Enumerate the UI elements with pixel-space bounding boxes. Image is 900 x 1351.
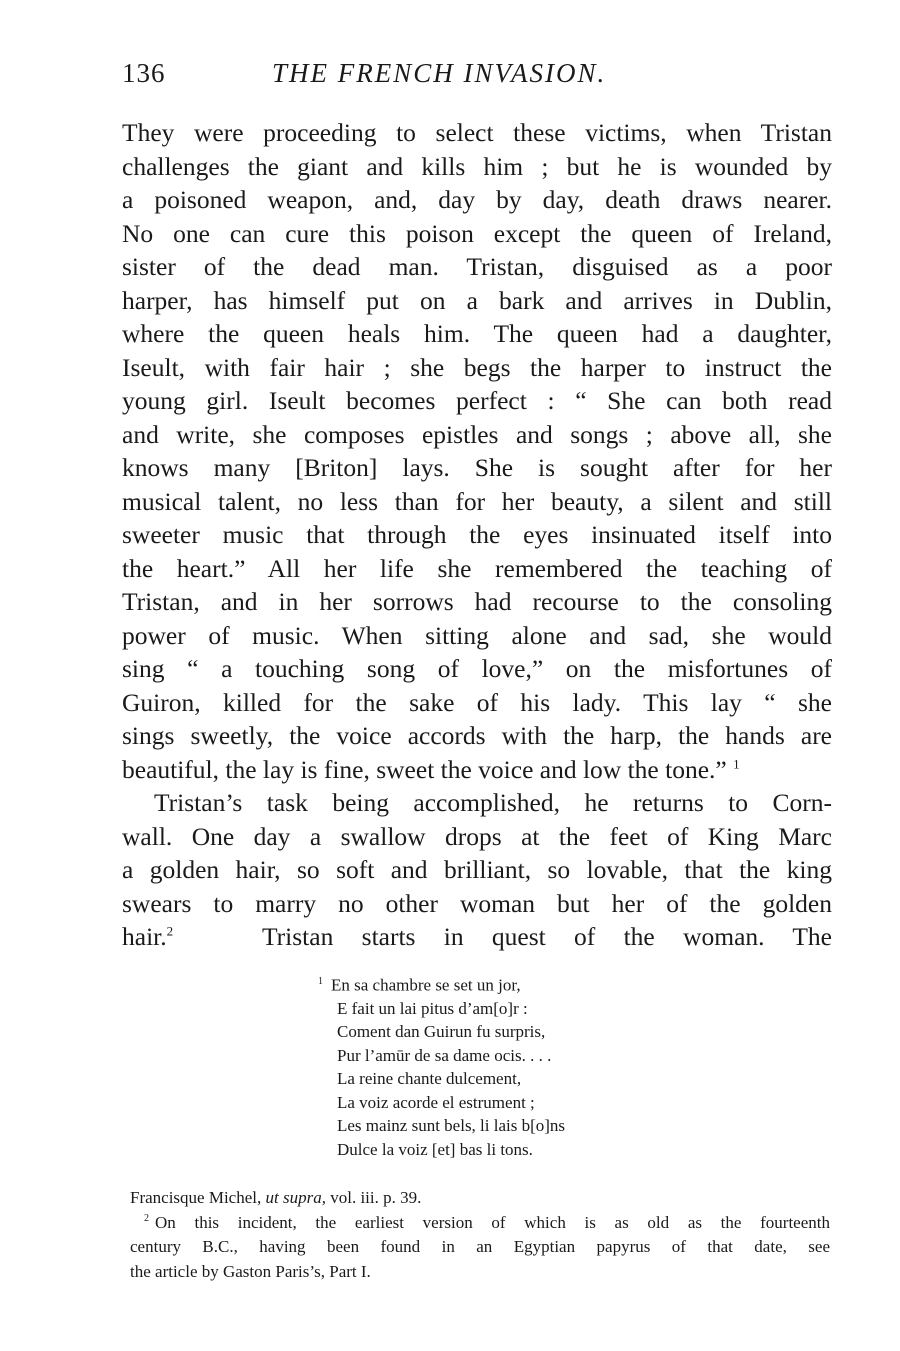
text-line: where the queen heals him. The queen had a daughter, <box>122 319 832 348</box>
footnote-source <box>130 1186 830 1211</box>
text-line: young girl. Iseult becomes perfect : “ She can both read <box>122 386 832 415</box>
text-line: Tristan’s task being accomplished, he returns to Corn- <box>154 788 832 817</box>
source-rest: vol. iii. p. 39. <box>330 1188 422 1207</box>
text-line: beautiful, the lay is fine, sweet the voice and low the tone.” <box>122 754 727 784</box>
text-line: Guiron, killed for the sake of his lady. This lay “ she <box>122 687 832 717</box>
text-line: musical talent, no less than for her beauty, a silent and still <box>122 486 832 516</box>
verse-line: Coment dan Guirun fu surpris, <box>337 1022 546 1042</box>
verse-line: Les mainz sunt bels, li lais b[o]ns <box>337 1116 566 1136</box>
text-line: They were proceeding to select these victims, when Tristan <box>122 118 832 147</box>
text-line: the heart.” All her life she remembered the teaching of <box>122 553 832 583</box>
footnote-marker-2: 2 <box>144 1212 149 1224</box>
footnote-ref-1: 1 <box>733 756 740 771</box>
verse-line: La reine chante dulcement, <box>337 1069 522 1089</box>
verse-line: Dulce la voiz [et] bas li tons. <box>337 1139 533 1159</box>
footnote-marker-1: 1 <box>318 976 323 987</box>
verse-line: E fait un lai pitus d’am[o]r : <box>337 999 528 1019</box>
footnotes <box>130 1186 830 1284</box>
text-line: No one can cure this poison except the queen of Ireland, <box>122 218 832 248</box>
text-line: a poisoned weapon, and, day by day, death draws nearer. <box>122 185 832 214</box>
footnote-2-line <box>130 1211 830 1236</box>
verse-line: La voiz acorde el estrument ; <box>337 1092 535 1112</box>
text-line: wall. One day a swallow drops at the feet of King Marc <box>122 821 832 851</box>
verse-line: Pur l’amūr de sa dame ocis. . . . <box>337 1045 552 1065</box>
source-author: Francisque Michel, <box>130 1188 262 1207</box>
text-line: swears to marry no other woman but her of the golden <box>122 888 832 918</box>
text-line: power of music. When sitting alone and sad, she would <box>122 620 832 650</box>
text-line-with-note <box>122 753 832 787</box>
footnote-1-verse <box>318 970 718 1161</box>
source-ref: ut supra, <box>265 1188 326 1207</box>
text-line: sister of the dead man. Tristan, disguised as a poor <box>122 252 832 281</box>
footnote-2-era: B.C. <box>202 1237 234 1256</box>
text-line: harper, has himself put on a bark and arrives in Dublin, <box>122 285 832 315</box>
text-line: and write, she composes epistles and songs ; above all, she <box>122 419 832 449</box>
text-line: Tristan starts in quest of the woman. The <box>262 922 832 951</box>
page-number: 136 <box>122 58 166 88</box>
footnote-2-text: , having been found in an Egyptian papyrus of that date, see <box>233 1237 830 1256</box>
main-text <box>122 116 832 954</box>
text-line: sings sweetly, the voice accords with the harp, the hands are <box>122 721 832 750</box>
verse-text: En sa chambre se set un jor, <box>331 975 521 995</box>
text-line: a golden hair, so soft and brilliant, so lovable, that the king <box>122 855 832 884</box>
running-title: THE FRENCH INVASION. <box>272 58 607 88</box>
text-line: knows many [Briton] lays. She is sought after for her <box>122 453 832 482</box>
footnote-ref-2: 2 <box>166 923 174 939</box>
text-line: hair. <box>122 922 167 951</box>
text-line: Tristan, and in her sorrows had recourse to the consoling <box>122 587 832 616</box>
text-line: sing “ a touching song of love,” on the misfortunes of <box>122 654 832 683</box>
text-line: challenges the giant and kills him ; but he is wounded by <box>122 151 832 181</box>
text-line: Iseult, with fair hair ; she begs the harper to instruct the <box>122 352 832 382</box>
footnote-2-text: On this incident, the earliest version of which is as old as the fourteenth <box>155 1212 830 1232</box>
text-line-with-note <box>122 920 832 954</box>
footnote-2-line: the article by Gaston Paris’s, Part I. <box>130 1261 371 1281</box>
verse-line <box>318 970 718 997</box>
footnote-2-line <box>130 1235 830 1260</box>
text-line: sweeter music that through the eyes insinuated itself into <box>122 520 832 549</box>
page-header <box>122 58 832 98</box>
footnote-2-text: century <box>130 1237 181 1256</box>
